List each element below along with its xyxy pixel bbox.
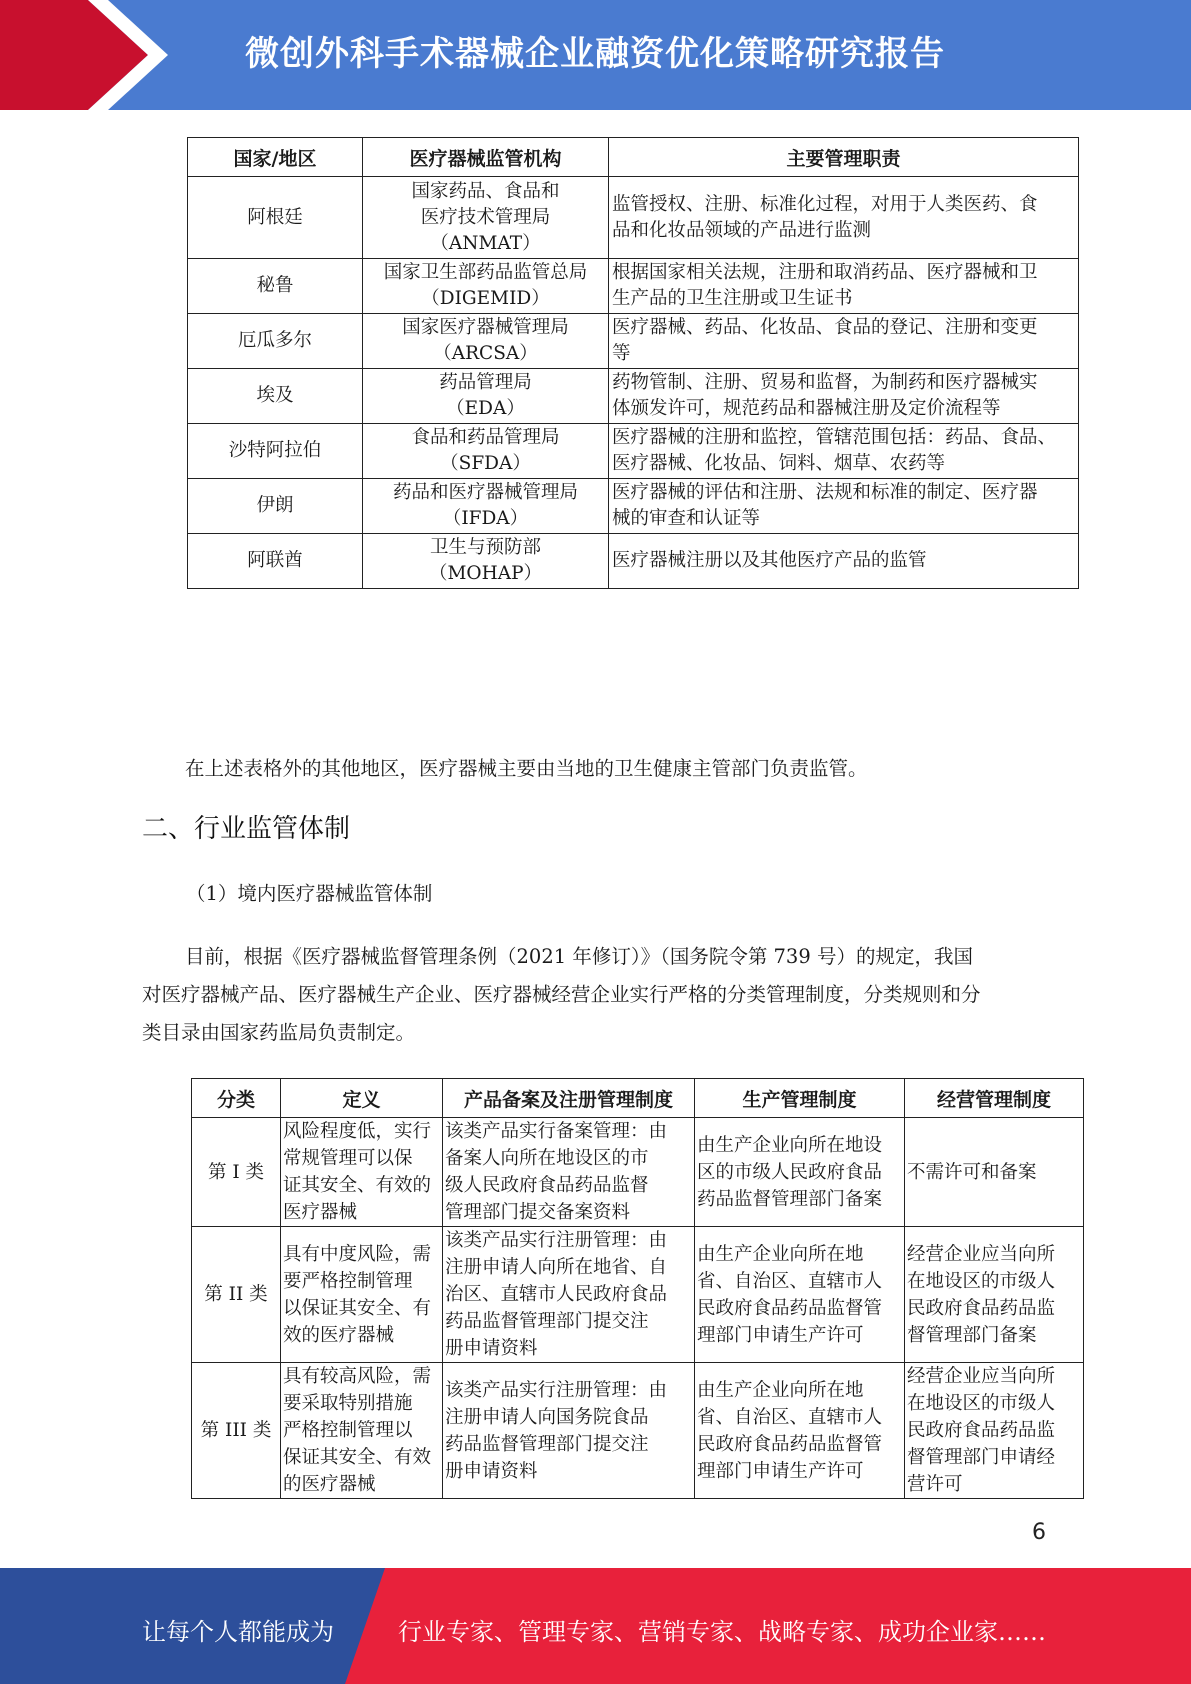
cell-line: 食品和药品管理局 [411,427,560,448]
registration-cell [443,1118,695,1227]
cell-line: 营许可 [907,1474,963,1495]
cell-line: 品和化妆品领域的产品进行监测 [612,219,872,241]
cell-line: 风险程度低，实行 [283,1121,432,1142]
table-row [188,369,1079,424]
cell-line: 要采取特别措施 [283,1393,413,1414]
column-header: 产品备案及注册管理制度 [443,1079,695,1118]
duty-cell [609,534,1079,589]
cell-line: 在地设区的市级人 [907,1393,1056,1414]
table-row [188,534,1079,589]
operation-cell [905,1118,1084,1227]
cell-line: 备案人向所在地设区的市 [445,1148,649,1169]
column-header: 定义 [281,1079,443,1118]
cell-line: 该类产品实行注册管理：由 [445,1379,668,1401]
cell-line: 国家药品、食品和 [411,180,560,202]
cell-line: 严格控制管理以 [283,1420,413,1441]
cell-line: 该类产品实行备案管理：由 [445,1121,668,1142]
cell-line: 注册申请人向所在地省、自 [445,1257,668,1278]
cell-line: 具有较高风险，需 [283,1366,432,1387]
cell-line: （EDA） [446,398,525,419]
agency-cell [363,479,609,534]
cell-line: 药品监督管理部门提交注 [445,1433,649,1455]
category-cell: 第 II 类 [192,1227,281,1363]
country-cell: 阿联酋 [188,534,363,589]
footer-slogan-left: 让每个人都能成为 [142,1618,334,1646]
cell-line: 常规管理可以保 [283,1148,413,1169]
column-header: 医疗器械监管机构 [363,138,609,177]
table-row [188,479,1079,534]
footer-slogan-right: 行业专家、管理专家、营销专家、战略专家、成功企业家…… [398,1618,1046,1646]
cell-line: （ANMAT） [430,232,541,254]
column-header: 分类 [192,1079,281,1118]
cell-line: 由生产企业向所在地 [697,1379,864,1401]
cell-line: 等 [612,343,631,364]
paragraph-other-regions: 在上述表格外的其他地区，医疗器械主要由当地的卫生健康主管部门负责监管。 [185,757,868,780]
column-header: 主要管理职责 [609,138,1079,177]
cell-line: 理部门申请生产许可 [697,1460,864,1482]
cell-line: 监管授权、注册、标准化过程，对用于人类医药、食 [612,193,1038,215]
cell-line: 在地设区的市级人 [907,1270,1056,1292]
table-row [188,424,1079,479]
duty-cell [609,424,1079,479]
operation-cell [905,1227,1084,1363]
cell-line: 医疗器械、药品、化妆品、食品的登记、注册和变更 [612,317,1038,338]
table-row [192,1227,1084,1363]
cell-line: 生产品的卫生注册或卫生证书 [612,288,853,309]
duty-cell [609,259,1079,314]
footer-banner [0,1568,1191,1684]
paragraph-line: 类目录由国家药监局负责制定。 [142,1021,416,1044]
cell-line: 药品监督管理部门备案 [697,1188,883,1210]
table-row [192,1363,1084,1499]
table-row [188,177,1079,259]
table-row [188,259,1079,314]
cell-line: 药品和医疗器械管理局 [392,482,578,503]
header-banner [0,0,1191,110]
cell-line: 医疗器械的评估和注册、法规和标准的制定、医疗器 [612,482,1038,503]
duty-cell [609,177,1079,259]
cell-line: 国家医疗器械管理局 [402,317,569,338]
cell-line: 械的审查和认证等 [612,508,761,529]
cell-line: 民政府食品药品监 [907,1420,1056,1441]
cell-line: 证其安全、有效的 [283,1175,432,1196]
category-cell: 第 I 类 [192,1118,281,1227]
country-cell: 秘鲁 [188,259,363,314]
cell-line: 医疗器械 [283,1202,358,1223]
cell-line: 省、自治区、直辖市人 [697,1270,883,1292]
operation-cell [905,1363,1084,1499]
cell-line: 册申请资料 [445,1338,538,1359]
cell-line: 民政府食品药品监 [907,1297,1056,1319]
cell-line: 医疗器械的注册和监控，管辖范围包括：药品、食品、 [612,427,1057,448]
column-header: 国家/地区 [188,138,363,177]
cell-line: 级人民政府食品药品监督 [445,1175,649,1196]
subsection-title: （1）境内医疗器械监管体制 [186,882,433,905]
cell-line: （ARCSA） [433,343,538,364]
cell-line: 民政府食品药品监督管 [697,1297,883,1319]
cell-line: 理部门申请生产许可 [697,1324,864,1346]
cell-line: 效的医疗器械 [283,1324,395,1346]
cell-line: 由生产企业向所在地设 [697,1134,883,1156]
duty-cell [609,314,1079,369]
registration-cell [443,1363,695,1499]
regulator-table [187,137,1079,589]
country-cell: 阿根廷 [188,177,363,259]
cell-line: 该类产品实行注册管理：由 [445,1230,668,1251]
cell-line: 民政府食品药品监督管 [697,1433,883,1455]
cell-line: 经营企业应当向所 [907,1243,1056,1265]
report-title: 微创外科手术器械企业融资优化策略研究报告 [245,34,945,74]
table-row [188,314,1079,369]
cell-line: 的医疗器械 [283,1474,376,1495]
cell-line: 督管理部门备案 [907,1324,1037,1346]
agency-cell [363,424,609,479]
cell-line: 要严格控制管理 [283,1270,413,1292]
registration-cell [443,1227,695,1363]
agency-cell [363,534,609,589]
country-cell: 沙特阿拉伯 [188,424,363,479]
table-header-row [188,138,1079,177]
country-cell: 埃及 [188,369,363,424]
category-cell: 第 III 类 [192,1363,281,1499]
section-title: 二、行业监管体制 [142,814,351,844]
production-cell [695,1227,905,1363]
cell-line: （MOHAP） [428,563,543,584]
cell-line: 注册申请人向国务院食品 [445,1406,649,1428]
cell-line: 督管理部门申请经 [907,1447,1056,1468]
production-cell [695,1118,905,1227]
column-header: 经营管理制度 [905,1079,1084,1118]
agency-cell [363,177,609,259]
classification-table [191,1078,1084,1499]
agency-cell [363,314,609,369]
duty-cell [609,479,1079,534]
cell-line: 体颁发许可，规范药品和器械注册及定价流程等 [612,398,1001,419]
cell-line: 保证其安全、有效 [283,1447,432,1468]
country-cell: 厄瓜多尔 [188,314,363,369]
cell-line: 经营企业应当向所 [907,1366,1056,1387]
cell-line: 册申请资料 [445,1460,538,1482]
cell-line: 管理部门提交备案资料 [445,1202,631,1223]
paragraph-line: 目前，根据《医疗器械监督管理条例（2021 年修订）》（国务院令第 739 号）的规定，我国 [185,945,973,968]
cell-line: 药物管制、注册、贸易和监督，为制药和医疗器械实 [612,372,1038,393]
page-number: 6 [1032,1520,1046,1545]
cell-line: 药品监督管理部门提交注 [445,1311,649,1332]
agency-cell [363,369,609,424]
agency-cell [363,259,609,314]
cell-line: 国家卫生部药品监管总局 [383,262,588,283]
column-header: 生产管理制度 [695,1079,905,1118]
cell-line: 医疗器械、化妆品、饲料、烟草、农药等 [612,453,946,474]
definition-cell [281,1227,443,1363]
definition-cell [281,1363,443,1499]
cell-line: 治区、直辖市人民政府食品 [445,1284,668,1305]
paragraph-line: 对医疗器械产品、医疗器械生产企业、医疗器械经营企业实行严格的分类管理制度，分类规则和分 [142,983,981,1006]
country-cell: 伊朗 [188,479,363,534]
cell-line: 医疗器械注册以及其他医疗产品的监管 [612,550,927,571]
cell-line: （SFDA） [440,453,531,474]
cell-line: 省、自治区、直辖市人 [697,1406,883,1428]
duty-cell [609,369,1079,424]
definition-cell [281,1118,443,1227]
cell-line: 由生产企业向所在地 [697,1243,864,1265]
cell-line: 根据国家相关法规，注册和取消药品、医疗器械和卫 [612,262,1038,283]
cell-line: 医疗技术管理局 [420,206,551,228]
cell-line: （DIGEMID） [421,288,550,309]
cell-line: 药品管理局 [439,372,532,393]
cell-line: 以保证其安全、有 [283,1297,432,1319]
table-header-row [192,1079,1084,1118]
cell-line: 不需许可和备案 [907,1161,1037,1183]
production-cell [695,1363,905,1499]
cell-line: 区的市级人民政府食品 [697,1161,883,1183]
cell-line: 具有中度风险，需 [283,1243,432,1265]
table-row [192,1118,1084,1227]
cell-line: （IFDA） [442,508,529,529]
cell-line: 卫生与预防部 [429,537,541,558]
